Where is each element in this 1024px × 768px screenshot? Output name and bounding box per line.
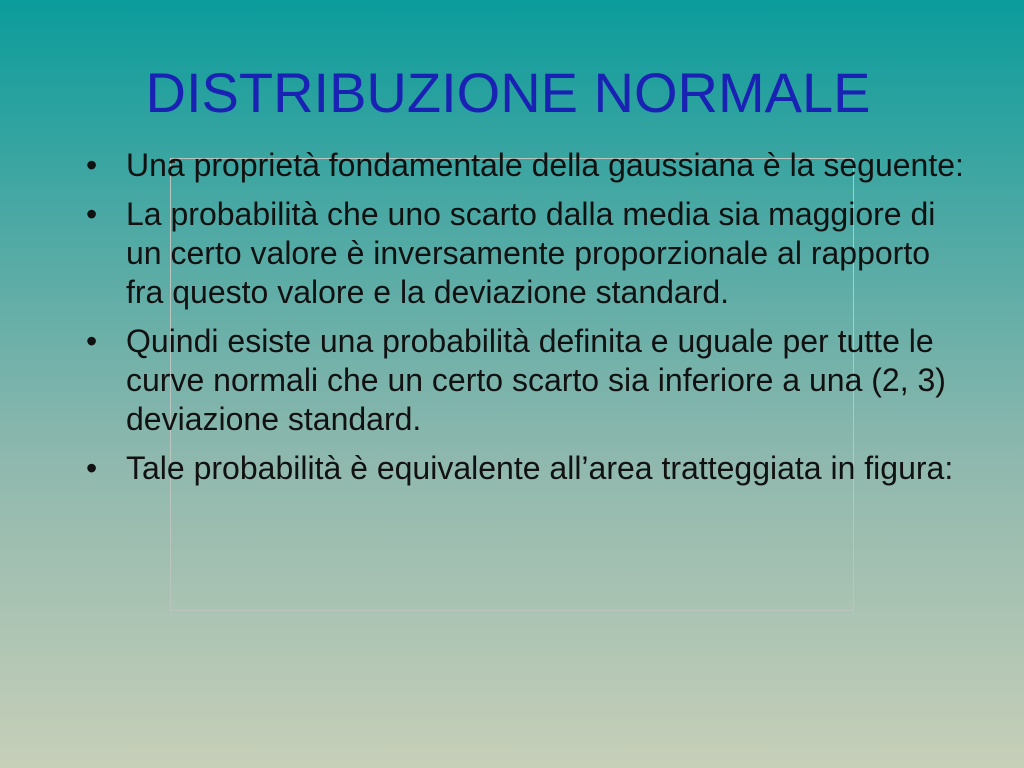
slide-title: DISTRIBUZIONE NORMALE <box>145 61 871 124</box>
bullet-item <box>84 322 964 439</box>
bullet-item <box>84 195 964 312</box>
bullet-text: Quindi esiste una probabilità definita e uguale per tutte le curve normali che un certo scarto sia inferiore a una (2, 3) deviazione standard. <box>126 323 946 437</box>
bullet-text: La probabilità che uno scarto dalla media sia maggiore di un certo valore è inversamente proporzionale al rapporto fra questo valore e la deviazione standard. <box>126 196 936 310</box>
bullet-list <box>84 146 964 498</box>
bullet-item <box>84 146 964 185</box>
bullet-marker: • <box>86 147 98 183</box>
bullet-marker: • <box>86 323 98 359</box>
bullet-text: Una proprietà fondamentale della gaussiana è la seguente: <box>126 147 964 183</box>
bullet-marker: • <box>86 196 98 232</box>
bullet-marker: • <box>86 450 98 486</box>
bullet-text: Tale probabilità è equivalente all’area tratteggiata in figura: <box>126 450 954 486</box>
bullet-item <box>84 449 964 488</box>
